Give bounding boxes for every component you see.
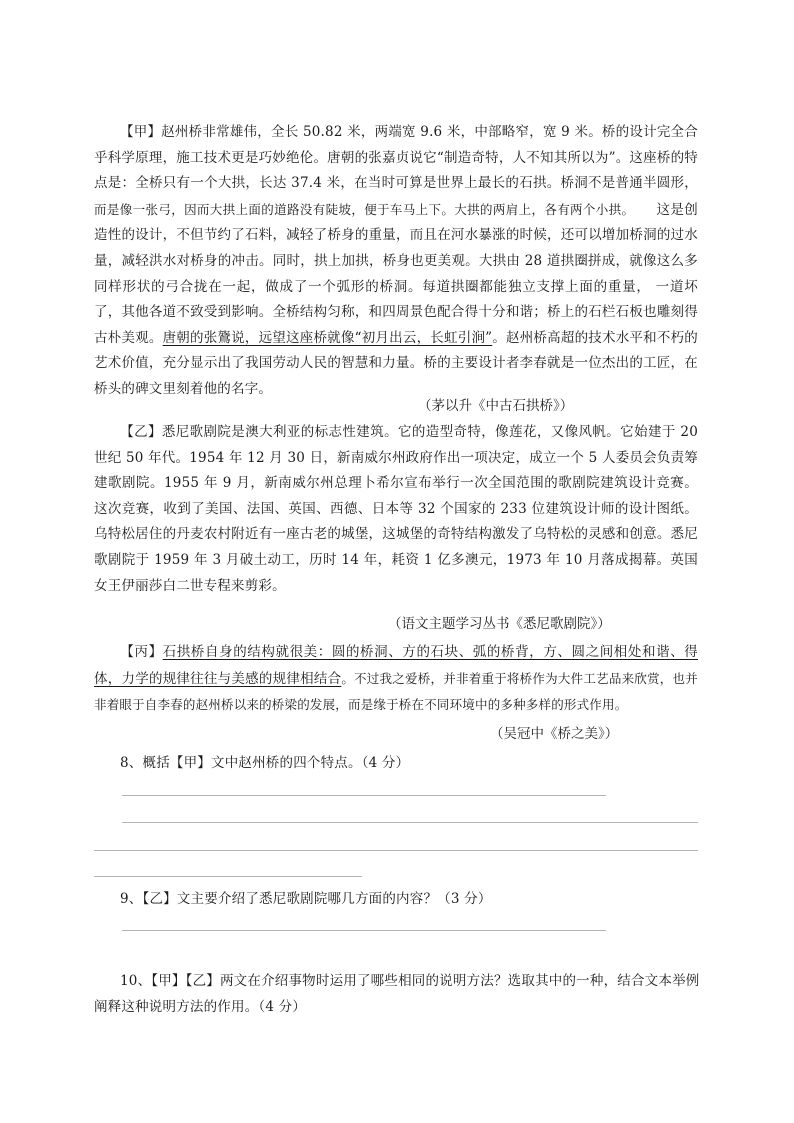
passage-bing-label: 【丙】 [120,644,163,660]
passage-bing-text-rest: 。不过我之爱桥，并非着重于将桥作为大件工艺品来欣赏，也并非着眼于自李春的赵州桥以来的桥梁的发展，而是缘于桥在不同环境中的多种多样的形式作用。 [94,670,698,713]
passage-yi-source: （语文主题学习丛书《悉尼歌剧院》） [388,616,611,632]
passage-yi [94,420,698,599]
passage-bing [94,640,698,719]
passage-jia-text-c: 。赵州桥高超的技术水平和不朽的艺术价值，充分显示出了我国劳动人民的智慧和力量。桥的主要设计者李春就是一位杰出的工匠，在桥头的碑文里刻着他的名字。 [94,329,698,397]
passage-yi-text: 悉尼歌剧院是澳大利亚的标志性建筑。它的造型奇特，像莲花，又像风帆。它始建于 20 世纪 50 年代。1954 年 12 月 30 日，新南威尔州政府作出一项决定，成立一个 5 人委员会负责筹建歌剧院。1955 年 9 月，新南威尔州总理卜希尔宣布举行一次全国范围的歌剧院建筑设计竞赛。这次竞赛，收到了美国、法国、英国、西德、日本等 32 个国家的 233 位建筑设计师的设计图纸。乌特松居住的丹麦农村附近有一座古老的城堡，这城堡的奇特结构激发了乌特松的灵感和创意。悉尼歌剧院于 1959 年 3 月破土动工，历时 14 年，耗资 1 亿多澳元，1973 年 10 月落成揭幕。英国女王伊丽莎白二世专程来剪彩。 [94,424,698,594]
passage-jia-text-b: 这是创造性的设计，不但节约了石料，减轻了桥身的重量，而且在河水暴涨的时候，还可以增加桥洞的过水量，减轻洪水对桥身的冲击。同时，拱上加拱，桥身也更美观。大拱由 28 道拱圈拼成，就像这么多同样形状的弓合拢在一起，做成了一个弧形的桥洞。每道拱圈都能独立支撑上面的重量， 一道坏了，其他各道不致受到影响。全桥结构匀称，和四周景色配合得十分和谐；桥上的石栏石板也雕刻得古朴美观。 [94,201,698,346]
question-10 [94,968,704,1020]
passage-jia-label: 【甲】 [120,124,162,140]
question-8 [94,750,704,776]
passage-bing-source: （吴冠中《桥之美》） [490,726,619,742]
passage-jia-source: （茅以升《中古石拱桥》） [418,398,574,414]
answer-line-8-3[interactable] [94,850,698,851]
question-8-text: 8、概括【甲】文中赵州桥的四个特点。（4 分） [120,755,410,771]
question-9 [94,886,704,912]
question-10-text: 10、【甲】【乙】两文在介绍事物时运用了哪些相同的说明方法？选取其中的一种，结合文本举例阐释这种说明方法的作用。（4 分） [94,973,700,1015]
answer-line-8-1[interactable] [122,795,606,796]
passage-jia-underlined-quote: 唐朝的张鷟说，远望这座桥就像“初月出云，长虹引涧” [162,329,493,346]
passage-jia [94,120,698,403]
passage-jia-text-a: 赵州桥非常雄伟，全长 50.82 米，两端宽 9.6 米，中部略窄，宽 9 米。桥的设计完全合乎科学原理，施工技术更是巧妙绝伦。唐朝的张嘉贞说它“制造奇特，人不知其所以为”。这座桥的特点是：全桥只有一个大拱，长达 37.4 米，在当时可算是世界上最长的石拱。桥洞不是普通半圆形， [94,124,698,192]
answer-line-9-1[interactable] [122,930,606,931]
question-9-text: 9、【乙】文主要介绍了悉尼歌剧院哪几方面的内容？（3 分） [120,891,492,907]
answer-line-8-4[interactable] [94,876,362,877]
passage-jia-text-small: 而是像一张弓，因而大拱上面的道路没有陡坡，便于车马上下。大拱的两肩上，各有两个小拱。 [94,201,635,217]
answer-line-8-2[interactable] [122,822,698,823]
passage-yi-label: 【乙】 [120,424,162,440]
passage-bing-underlined-text: 石拱桥自身的结构就很美：圆的桥洞、方的石块、弧的桥背，方、圆之间相处和谐、得体，力学的规律往往与美感的规律相结合 [94,644,698,687]
